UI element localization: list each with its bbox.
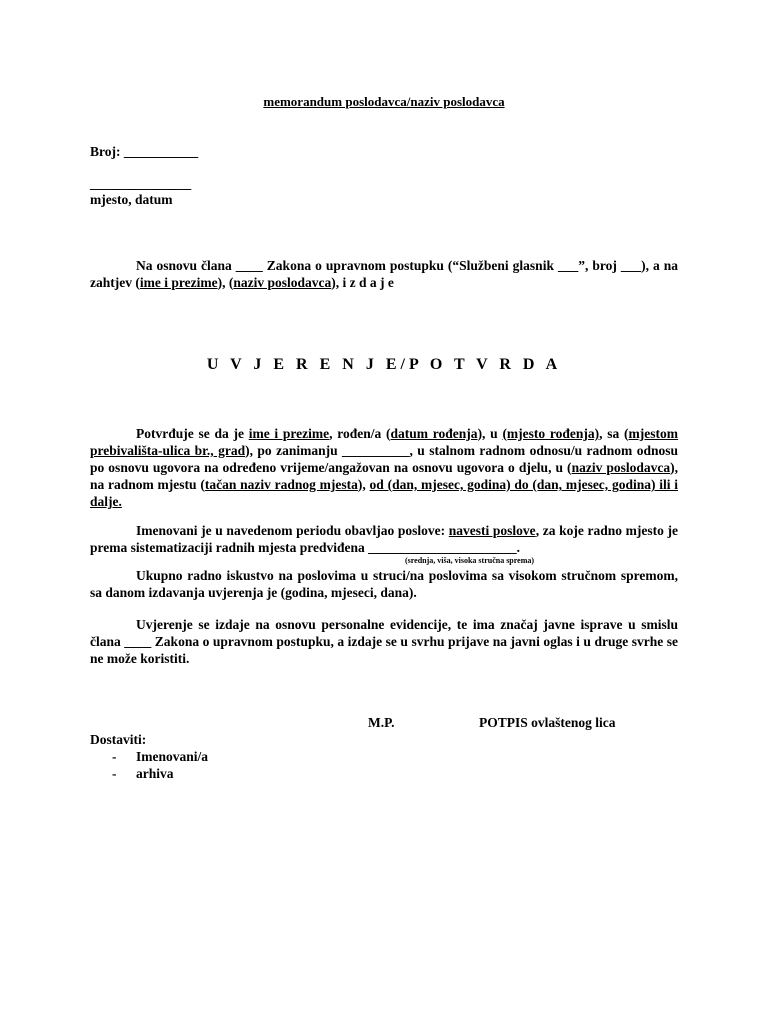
mjesto-datum-label: mjesto, datum xyxy=(90,192,173,207)
list-item: - arhiva xyxy=(112,766,174,781)
stamp-placeholder: M.P. xyxy=(368,715,395,730)
letterhead-placeholder: memorandum poslodavca/naziv poslodavca xyxy=(263,94,505,109)
dostaviti-label: Dostaviti: xyxy=(90,732,147,747)
confirmation-paragraph: Potvrđuje se da je ime i prezime, rođen/a (datum rođenja), u (mjesto rođenja), sa (mjestom prebivališta-ulica br., grad), po zanimanju __________, u stalnom radnom odnosu/u radnom odnosu po osnovu ugovora na određeno vrijeme/angažovan na osnovu ugovora o djelu, u (naziv poslodavca), na radnom mjestu (tačan naziv radnog mjesta), od (dan, mjesec, godina) do (dan, mjesec, godina) ili i dalje. xyxy=(90,426,679,509)
document-title: U V J E R E N J E/P O T V R D A xyxy=(206,356,562,373)
distribution-list xyxy=(112,748,208,782)
broj-field: Broj: ___________ xyxy=(90,144,199,159)
signature-label: POTPIS ovlaštenog lica xyxy=(479,715,616,730)
intro-paragraph: Na osnovu člana ____ Zakona o upravnom postupku (“Službeni glasnik ___”, broj ___), a na zahtjev (ime i prezime), (naziv poslodavca), i z d a j e xyxy=(90,258,678,290)
experience-paragraph: Ukupno radno iskustvo na poslovima u struci/na poslovima sa visokom stručnom spremom, sa danom izdavanja uvjerenja je (godina, mjeseci, dana). xyxy=(90,568,678,600)
qualification-note: (srednja, viša, visoka stručna sprema) xyxy=(405,556,535,565)
purpose-paragraph: Uvjerenje se izdaje na osnovu personalne evidencije, te ima značaj javne isprave u smislu člana ____ Zakona o upravnom postupku, a izdaje se u svrhu prijave na javni oglas i u druge svrhe se ne može koristiti. xyxy=(90,617,678,666)
mjesto-line: _______________ xyxy=(90,176,192,191)
duties-paragraph: Imenovani je u navedenom periodu obavljao poslove: navesti poslove, za koje radno mjesto je prema sistematizaciji radnih mjesta predviđena ______________________. xyxy=(90,523,678,555)
list-item: - Imenovani/a xyxy=(112,749,209,764)
